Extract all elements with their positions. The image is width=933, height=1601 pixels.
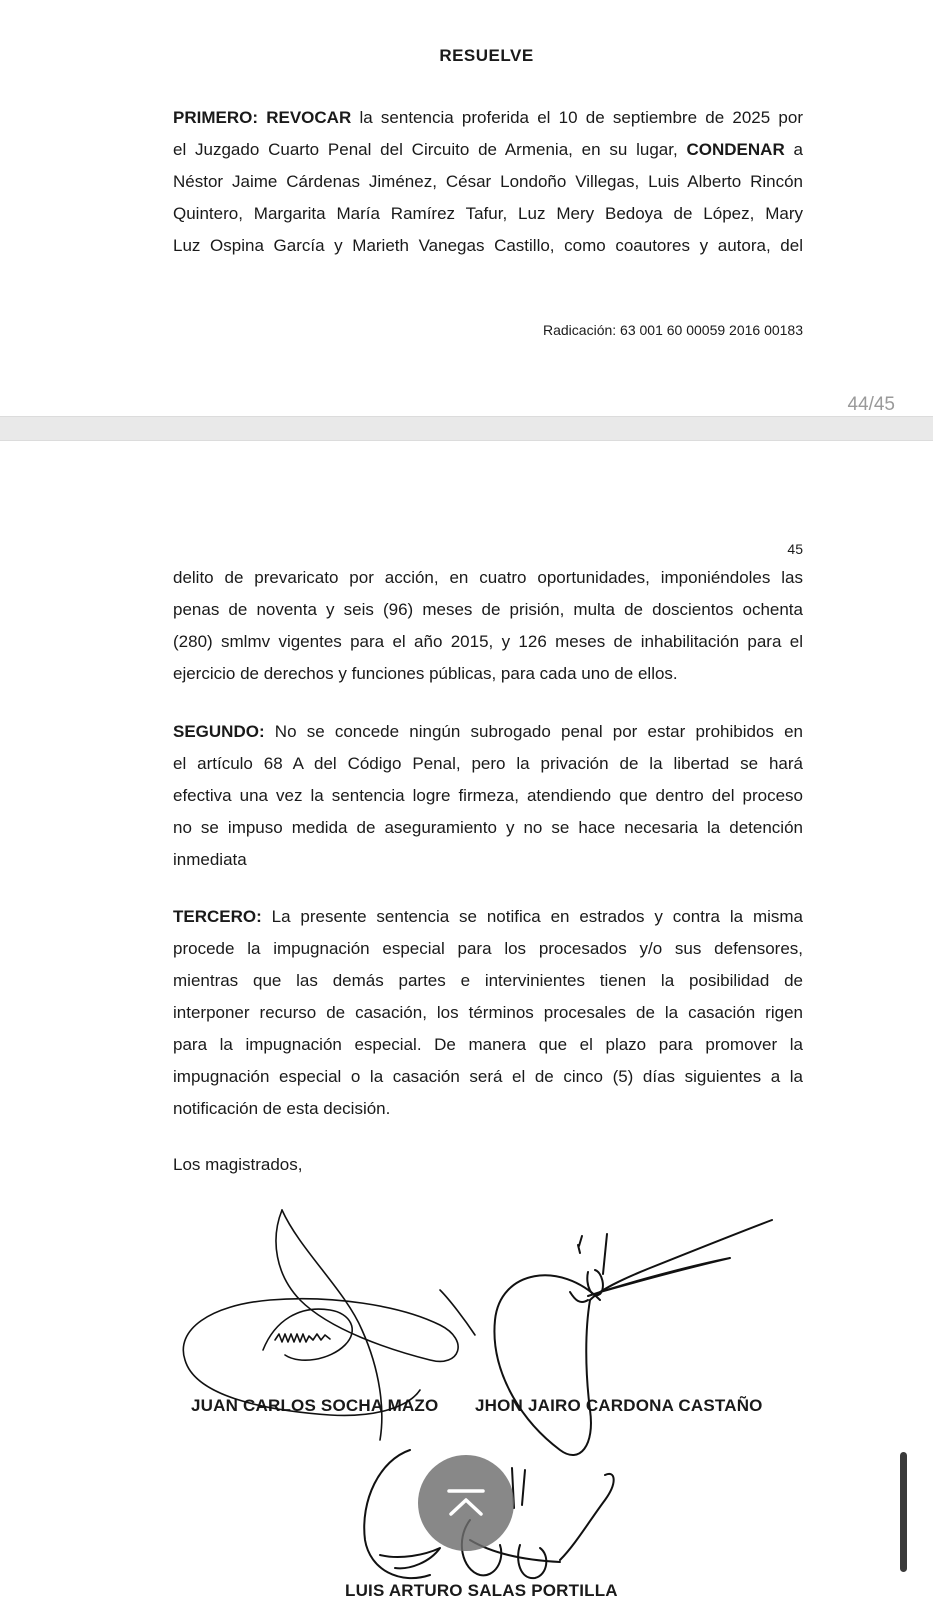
- paragraph-line: interponer recurso de casación, los términos procesales de la casación rigen: [173, 1003, 803, 1022]
- paragraph-line: Quintero, Margarita María Ramírez Tafur, Luz Mery Bedoya de López, Mary: [173, 204, 803, 223]
- paragraph-line: el Juzgado Cuarto Penal del Circuito de Armenia, en su lugar, CONDENAR a: [173, 140, 803, 159]
- paragraph-line: impugnación especial o la casación será el de cinco (5) días siguientes a la: [173, 1067, 803, 1086]
- magistrate-name-3: LUIS ARTURO SALAS PORTILLA: [345, 1581, 618, 1600]
- paragraph-line: efectiva una vez la sentencia logre firmeza, atendiendo que dentro del proceso: [173, 786, 803, 805]
- tercero-paragraph: [173, 901, 803, 1125]
- paragraph-line: Néstor Jaime Cárdenas Jiménez, César Londoño Villegas, Luis Alberto Rincón: [173, 172, 803, 191]
- paragraph-line: no se impuso medida de aseguramiento y no se hace necesaria la detención: [173, 818, 803, 837]
- magistrate-name-1: JUAN CARLOS SOCHA MAZO: [191, 1396, 439, 1415]
- radicacion-footer: Radicación: 63 001 60 00059 2016 00183: [543, 322, 803, 338]
- paragraph-line: procede la impugnación especial para los procesados y/o sus defensores,: [173, 939, 803, 958]
- paragraph-line: PRIMERO: REVOCAR la sentencia proferida el 10 de septiembre de 2025 por: [173, 108, 803, 127]
- paragraph-line: (280) smlmv vigentes para el año 2015, y 126 meses de inhabilitación para el: [173, 632, 803, 651]
- document-page-44: [0, 0, 933, 416]
- document-page-45: [0, 441, 933, 1600]
- scrollbar-thumb[interactable]: [900, 1452, 907, 1572]
- continuation-paragraph: [173, 562, 803, 690]
- paragraph-line: TERCERO: La presente sentencia se notifica en estrados y contra la misma: [173, 907, 803, 926]
- paragraph-line: notificación de esta decisión.: [173, 1099, 391, 1118]
- paragraph-line: el artículo 68 A del Código Penal, pero la privación de la libertad se hará: [173, 754, 803, 773]
- paragraph-line: mientras que las demás partes e intervinientes tienen la posibilidad de: [173, 971, 803, 990]
- paragraph-line: para la impugnación especial. De manera que el plazo para promover la: [173, 1035, 803, 1054]
- magistrate-name-2: JHON JAIRO CARDONA CASTAÑO: [475, 1396, 763, 1415]
- page-separator: [0, 416, 933, 441]
- chevron-up-icon: [445, 1488, 487, 1518]
- scroll-to-top-button[interactable]: [418, 1455, 514, 1551]
- paragraph-line: Luz Ospina García y Marieth Vanegas Castillo, como coautores y autora, del: [173, 236, 803, 255]
- paragraph-line: delito de prevaricato por acción, en cuatro oportunidades, imponiéndoles las: [173, 568, 803, 587]
- paragraph-line: ejercicio de derechos y funciones públicas, para cada uno de ellos.: [173, 664, 678, 683]
- segundo-paragraph: [173, 716, 803, 876]
- section-heading: RESUELVE: [439, 46, 534, 65]
- paragraph-line: penas de noventa y seis (96) meses de prisión, multa de doscientos ochenta: [173, 600, 803, 619]
- closing-paragraph: [173, 1149, 803, 1181]
- page-indicator: 44/45: [847, 394, 895, 415]
- page-number: 45: [787, 541, 803, 557]
- primero-paragraph: [173, 102, 803, 262]
- closing-line: Los magistrados,: [173, 1155, 303, 1174]
- paragraph-line: SEGUNDO: No se concede ningún subrogado penal por estar prohibidos en: [173, 722, 803, 741]
- paragraph-line: inmediata: [173, 850, 247, 869]
